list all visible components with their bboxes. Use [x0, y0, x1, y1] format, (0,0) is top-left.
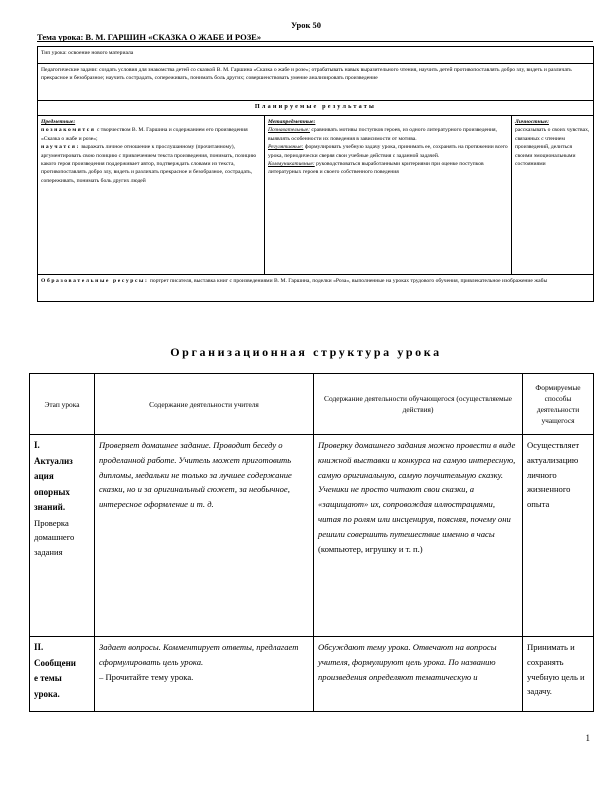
lesson-number: Урок 50: [290, 20, 322, 30]
stage-name-part: опорных: [34, 486, 70, 497]
planned-results-heading: Планируемые результаты: [38, 101, 594, 116]
stage-name-part: знаний.: [34, 502, 66, 512]
stage-name-part: ация: [34, 471, 54, 481]
student-activity-note: (компьютер, игрушку и т. п.): [318, 543, 423, 554]
skills-cell: Осуществляет актуализацию личного жизненного опыта: [523, 435, 594, 637]
personal-title: Личностные:: [515, 119, 549, 125]
column-header-skills: Формируемые способы деятельности учащегося: [523, 374, 594, 435]
stage-name-part: Сообщени: [34, 657, 76, 668]
stage-name-part: Актуализ: [34, 455, 73, 466]
regulatory-text: формулировать учебную задачу урока, принимать ее, сохранять на протяжении всего урока, периодически сверяя свои учебные действия с заданной задачей.: [268, 144, 508, 159]
cognitive-label: Познавательные:: [268, 127, 310, 134]
subject-title: Предметные:: [41, 119, 76, 125]
communicative-label: Коммуникативные:: [268, 161, 315, 168]
lesson-plan-table: [37, 46, 594, 302]
table-header-row: [30, 374, 594, 435]
stage-cell: [30, 637, 95, 712]
page-number: 1: [585, 733, 590, 743]
teacher-activity: Задает вопросы. Комментирует ответы, предлагает сформулировать цель урока.: [99, 642, 299, 667]
stage-number: I.: [34, 440, 40, 450]
student-activity-cell: [314, 435, 523, 637]
student-activity: Обсуждают тему урока. Отвечают на вопросы учителя, формулируют цель урока. По названию произведения определяют тематическую и: [314, 637, 523, 712]
subject-learn-label: научатся:: [41, 144, 80, 151]
stage-name-part: урока.: [34, 688, 60, 699]
teacher-activity-cell: [95, 637, 314, 712]
student-activity: Проверку домашнего задания можно провести в виде книжной выставки и конкурса на самую интересную, самую оригинальную, самую поучительную сказку. Ученики не просто читают свои сказки, а «защищают» их, сопровождая иллюстрациями, читая по ролям или инсценируя, поясняя, почему они решили совершить путешествие именно в часы: [318, 440, 516, 539]
lesson-topic: Тема урока: В. М. ГАРШИН «СКАЗКА О ЖАБЕ И РОЗЕ»: [37, 32, 262, 42]
pedagogical-tasks: Педагогические задачи: создать условия для знакомства детей со сказкой В. М. Гаршина «Сказка о жабе и розе»; отрабатывать навык выразительного чтения, научить детей противопоставлять добро злу, видеть и различать прекрасное и безобразное; научить сострадать, сопереживать, понимать боль других; совершенствовать умение анализировать произведение: [38, 64, 594, 101]
teacher-activity-plain: – Прочитайте тему урока.: [99, 671, 194, 682]
column-header-stage: Этап урока: [30, 374, 95, 435]
topic-underline: [37, 41, 593, 42]
stage-name-part: е темы: [34, 673, 62, 683]
regulatory-label: Регулятивные:: [268, 144, 304, 151]
lesson-type: Тип урока: освоение нового материала: [38, 47, 594, 64]
teacher-activity: Проверяет домашнее задание. Проводит беседу о проделанной работе. Учитель может приготовить дипломы, медальки не только за лучшее содержание сказки, но и за оригинальный сюжет, за необычное, интересное оформление и т. д.: [95, 435, 314, 637]
personal-results: [512, 116, 594, 275]
meta-results: [265, 116, 512, 275]
resources-text: портрет писателя, выставка книг с произведениями В. М. Гаршина, поделки «Роза», выполненные на уроках трудового обучения, привлекательное изображение жабы: [149, 278, 548, 284]
structure-title: Организационная структура урока: [170, 345, 442, 359]
cognitive-text: сравнивать мотивы поступков героев, из одного литературного произведения, выявлять особенности их поведения в зависимости от мотива.: [268, 127, 497, 142]
subject-know-text: с творчеством В. М. Гаршина и содержанием его произведения «Сказка о жабе и розе»;: [41, 127, 248, 142]
table-row: [30, 435, 594, 637]
stage-subtitle: Проверка домашнего задания: [34, 517, 75, 558]
personal-text: рассказывать о своих чувствах, связанных с чтением произведений, делиться своими эмоциональными состояниями: [515, 127, 590, 168]
table-row: [30, 637, 594, 712]
column-header-student: Содержание деятельности обучающегося (осуществляемые действия): [314, 374, 523, 435]
subject-learn-text: выражать личное отношение к прослушанному (прочитанному), аргументировать свою позицию с привлечением текста произведения, понимать, позицию какого героя произведения поддерживает автор, подтверждать словами из текста, противопоставлять добро злу, видеть и различать прекрасное и безобразное, сострадать, сопереживать, понимать боль других людей: [41, 144, 257, 184]
subject-know-label: познакомятся: [41, 127, 96, 134]
resources-label: Образовательные ресурсы:: [41, 278, 149, 284]
communicative-text: руководствоваться выработанными критериями при оценке поступков литературных героев и своего собственного поведения: [268, 161, 484, 176]
column-header-teacher: Содержание деятельности учителя: [95, 374, 314, 435]
lesson-structure-table: [29, 373, 594, 712]
educational-resources: [38, 275, 594, 302]
subject-results: [38, 116, 265, 275]
stage-cell: [30, 435, 95, 637]
meta-title: Метапредметные:: [268, 119, 316, 125]
stage-number: II.: [34, 642, 44, 652]
skills-cell: Принимать и сохранять учебную цель и задачу.: [523, 637, 594, 712]
